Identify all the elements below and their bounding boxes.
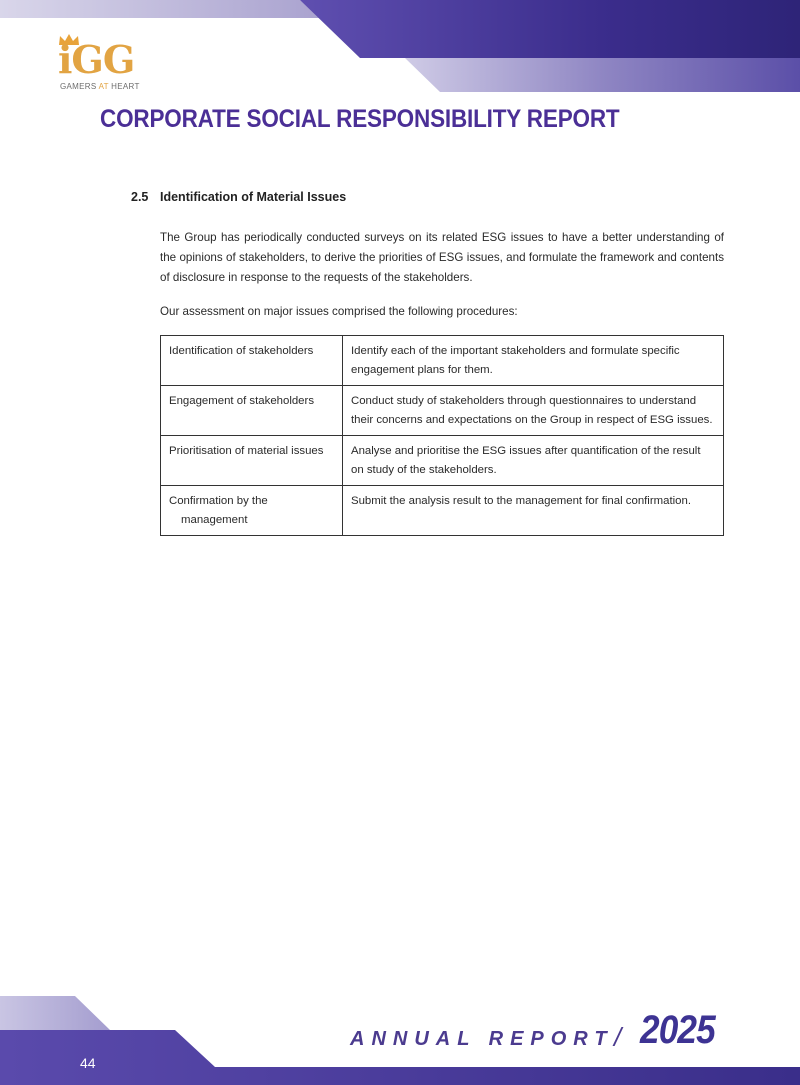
intro-paragraph: The Group has periodically conducted surveys on its related ESG issues to have a better understanding of the opinions of stakeholders, to derive the priorities of ESG issues, and formulate the framework and contents of disclosure in response to the requests of the stakeholders.: [160, 231, 724, 284]
procedure-step: Confirmation by the management: [161, 486, 343, 536]
document-title: CORPORATE SOCIAL RESPONSIBILITY REPORT: [100, 105, 620, 133]
logo-wordmark: iGG: [58, 37, 135, 82]
section-number: 2.5: [131, 190, 149, 204]
procedures-table: [160, 335, 724, 536]
company-logo: [58, 36, 158, 92]
procedure-description: Identify each of the important stakeholders and formulate specific engagement plans for them.: [343, 336, 724, 386]
logo-tagline: GAMERS AT HEART: [60, 82, 140, 91]
page-number: 44: [80, 1055, 96, 1071]
procedure-description: Conduct study of stakeholders through questionnaires to understand their concerns and expectations on the Group in respect of ESG issues.: [343, 386, 724, 436]
procedure-description: Analyse and prioritise the ESG issues after quantification of the result on study of the stakeholders.: [343, 436, 724, 486]
procedure-step: Identification of stakeholders: [161, 336, 343, 386]
table-row: [161, 486, 724, 536]
lead-sentence: Our assessment on major issues comprised the following procedures:: [160, 305, 518, 318]
footer-slash: /: [614, 1022, 622, 1052]
report-year: 2025: [640, 1008, 715, 1052]
procedure-description: Submit the analysis result to the management for final confirmation.: [343, 486, 724, 536]
procedure-step: Engagement of stakeholders: [161, 386, 343, 436]
table-row: [161, 436, 724, 486]
procedure-step: Prioritisation of material issues: [161, 436, 343, 486]
table-row: [161, 336, 724, 386]
table-row: [161, 386, 724, 436]
annual-report-label: ANNUAL REPORT: [350, 1028, 614, 1050]
section-title: Identification of Material Issues: [160, 190, 347, 204]
